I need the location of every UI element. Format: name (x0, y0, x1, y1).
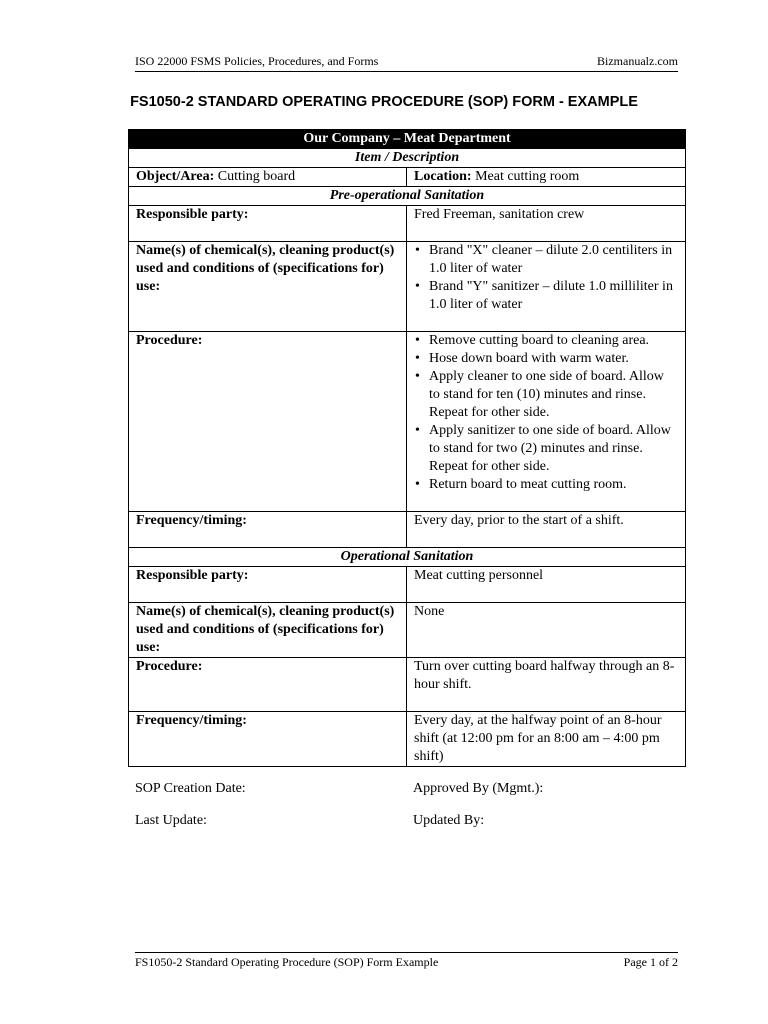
op-chemicals-label: Name(s) of chemical(s), cleaning product(s) used and conditions of (specifications for) use: (129, 603, 407, 658)
object-area-cell (129, 168, 407, 187)
document-title: FS1050-2 STANDARD OPERATING PROCEDURE (SOP) FORM - EXAMPLE (130, 94, 638, 110)
pre-op-frequency-value: Every day, prior to the start of a shift. (407, 512, 686, 548)
location-label: Location: (414, 169, 472, 184)
signoff-fields (135, 780, 685, 844)
pre-op-procedure-list (414, 332, 678, 494)
object-area-value: Cutting board (217, 169, 296, 184)
footer-left-text: FS1050-2 Standard Operating Procedure (SOP) Form Example (135, 955, 439, 969)
list-item: • Remove cutting board to cleaning area. (429, 332, 678, 350)
op-responsible-value: Meat cutting personnel (407, 567, 686, 603)
pre-operational-heading: Pre-operational Sanitation (129, 187, 686, 206)
location-value: Meat cutting room (475, 169, 580, 184)
page-footer (135, 952, 678, 970)
sop-table (128, 129, 686, 767)
list-item: • Apply sanitizer to one side of board. Allow to stand for two (2) minutes and rinse. Repeat for other side. (429, 422, 678, 476)
updated-by-label: Updated By: (413, 813, 485, 828)
list-item: • Hose down board with warm water. (429, 350, 678, 368)
location-cell (407, 168, 686, 187)
pre-op-procedure-label: Procedure: (129, 332, 407, 512)
sop-creation-date-label: SOP Creation Date: (135, 781, 246, 796)
op-chemicals-value: None (407, 603, 686, 658)
pre-op-procedure-cell (407, 332, 686, 512)
pre-op-chemicals-cell (407, 242, 686, 332)
header-right-text: Bizmanualz.com (597, 54, 678, 68)
header-left-text: ISO 22000 FSMS Policies, Procedures, and Forms (135, 54, 379, 68)
page-number: Page 1 of 2 (623, 955, 678, 969)
approved-by-label: Approved By (Mgmt.): (413, 781, 544, 796)
operational-heading: Operational Sanitation (129, 548, 686, 567)
page-header (135, 54, 678, 72)
last-update-label: Last Update: (135, 813, 207, 828)
op-procedure-label: Procedure: (129, 658, 407, 712)
pre-op-frequency-label: Frequency/timing: (129, 512, 407, 548)
op-procedure-value: Turn over cutting board halfway through an 8-hour shift. (407, 658, 686, 712)
object-area-label: Object/Area: (136, 169, 215, 184)
company-band: Our Company – Meat Department (129, 130, 686, 149)
list-item: • Brand "X" cleaner – dilute 2.0 centiliters in 1.0 liter of water (429, 242, 678, 278)
pre-op-chemicals-list (414, 242, 678, 314)
op-frequency-value: Every day, at the halfway point of an 8-hour shift (at 12:00 pm for an 8:00 am – 4:00 pm shift) (407, 712, 686, 767)
op-frequency-label: Frequency/timing: (129, 712, 407, 767)
pre-op-responsible-label: Responsible party: (129, 206, 407, 242)
item-description-header: Item / Description (129, 149, 686, 168)
pre-op-chemicals-label: Name(s) of chemical(s), cleaning product(s) used and conditions of (specifications for) use: (129, 242, 407, 332)
list-item: • Brand "Y" sanitizer – dilute 1.0 milliliter in 1.0 liter of water (429, 278, 678, 314)
op-responsible-label: Responsible party: (129, 567, 407, 603)
list-item: • Apply cleaner to one side of board. Allow to stand for ten (10) minutes and rinse. Repeat for other side. (429, 368, 678, 422)
company-band-row (129, 130, 686, 149)
list-item: • Return board to meat cutting room. (429, 476, 678, 494)
pre-op-responsible-value: Fred Freeman, sanitation crew (407, 206, 686, 242)
